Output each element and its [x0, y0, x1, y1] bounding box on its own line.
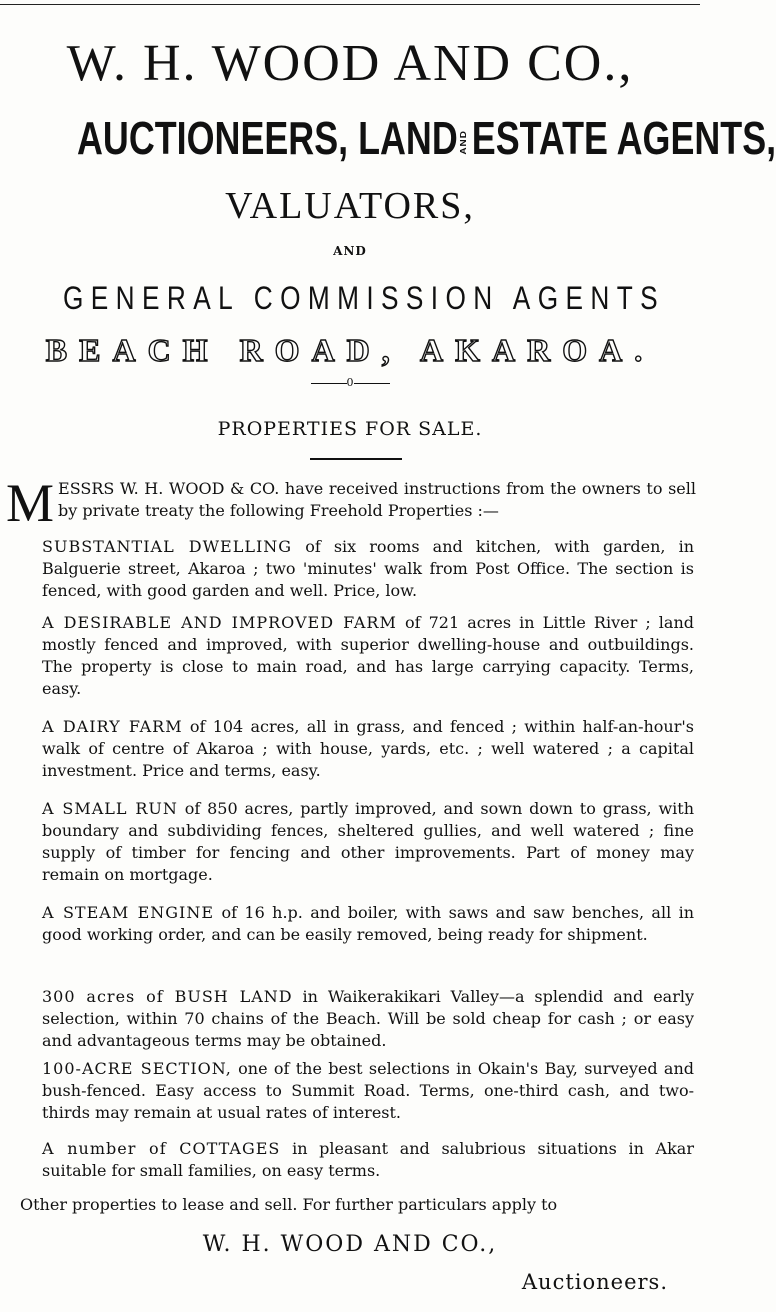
address-heading: BEACH ROAD, AKAROA. — [45, 332, 655, 368]
and-connector: AND — [333, 244, 367, 258]
listing-text: in pleasant and salubrious situations in Akar suitable for small families, on easy terms. — [42, 1139, 694, 1180]
intro-paragraph — [6, 473, 696, 533]
general-commission-heading: GENERAL COMMISSION AGENTS — [63, 280, 665, 316]
listing-text: of 16 h.p. and boiler, with saws and saw benches, all in good working order, and can be easily removed, being ready for shipment. — [42, 903, 695, 944]
listing-lead: A number of COTTAGES — [42, 1139, 281, 1158]
listing-item — [42, 716, 694, 782]
listing-lead: A STEAM ENGINE — [42, 903, 215, 922]
listing-lead: A SMALL RUN — [42, 799, 178, 818]
intro-text: ESSRS W. H. WOOD & CO. have received instructions from the owners to sell by private treaty the following Freehold Properties :— — [58, 479, 696, 520]
other-properties-line: Other properties to lease and sell. For further particulars apply to — [20, 1195, 558, 1214]
ornament-rule-right — [354, 383, 390, 384]
section-title: PROPERTIES FOR SALE. — [217, 418, 483, 440]
listing-text: in Waikerakikari Valley—a splendid and early selection, within 70 chains of the Beach. Will be sold cheap for cash ; or easy and advantageous terms may be obtained. — [42, 987, 695, 1050]
ornament-rule-left — [311, 383, 347, 384]
auctioneers-heading-part1: AUCTIONEERS, LAND — [77, 112, 458, 164]
listing-item — [42, 1058, 694, 1124]
listing-text: of 850 acres, partly improved, and sown down to grass, with boundary and subdividing fences, sheltered gullies, and well watered ; fine supply of timber for fencing and other improvements. Part of money may remain on mortgage. — [42, 799, 695, 884]
drop-cap: M — [6, 473, 55, 533]
auctioneers-heading — [77, 108, 776, 168]
signature-title: Auctioneers. — [521, 1270, 668, 1294]
signature-firm: W. H. WOOD AND CO., — [202, 1232, 498, 1257]
listing-text: one of the best selections in Okain's Bay, surveyed and bush-fenced. Easy access to Summit Road. Terms, one-third cash, and two-thirds may remain at usual rates of interest. — [42, 1059, 695, 1122]
listing-item — [42, 612, 694, 700]
valuators-heading: VALUATORS, — [225, 185, 475, 227]
listing-lead: 300 acres of BUSH LAND — [42, 987, 293, 1006]
listing-lead: SUBSTANTIAL DWELLING — [42, 537, 293, 556]
listing-text: of six rooms and kitchen, with garden, in Balguerie street, Akaroa ; two 'minutes' walk from Post Office. The section is fenced, with good garden and well. Price, low. — [42, 537, 695, 600]
ornament-mark: 0 — [346, 376, 354, 389]
listing-lead: A DAIRY FARM — [42, 717, 183, 736]
listing-item — [42, 1138, 694, 1182]
listing-text: of 104 acres, all in grass, and fenced ; within half-an-hour's walk of centre of Akaroa ; with house, yards, etc. ; well watered ; a capital investment. Price and terms, easy. — [42, 717, 694, 780]
listing-item — [42, 536, 694, 602]
auctioneers-heading-part2: ESTATE AGENTS, — [471, 112, 776, 164]
listing-item — [42, 902, 694, 946]
section-underline — [310, 458, 402, 460]
listing-lead: 100-ACRE SECTION, — [42, 1059, 232, 1078]
top-rule — [0, 4, 700, 5]
and-stacked: AND — [460, 129, 469, 155]
listing-item — [42, 798, 694, 886]
listing-text: of 721 acres in Little River ; land mostly fenced and improved, with superior dwelling-house and outbuildings. The property is close to main road, and has large carrying capacity. Terms, easy. — [42, 613, 695, 698]
listing-lead: A DESIRABLE AND IMPROVED FARM — [42, 613, 397, 632]
firm-name-heading: W. H. WOOD AND CO., — [66, 35, 634, 92]
ornament-divider — [0, 376, 700, 389]
listing-item — [42, 986, 694, 1052]
